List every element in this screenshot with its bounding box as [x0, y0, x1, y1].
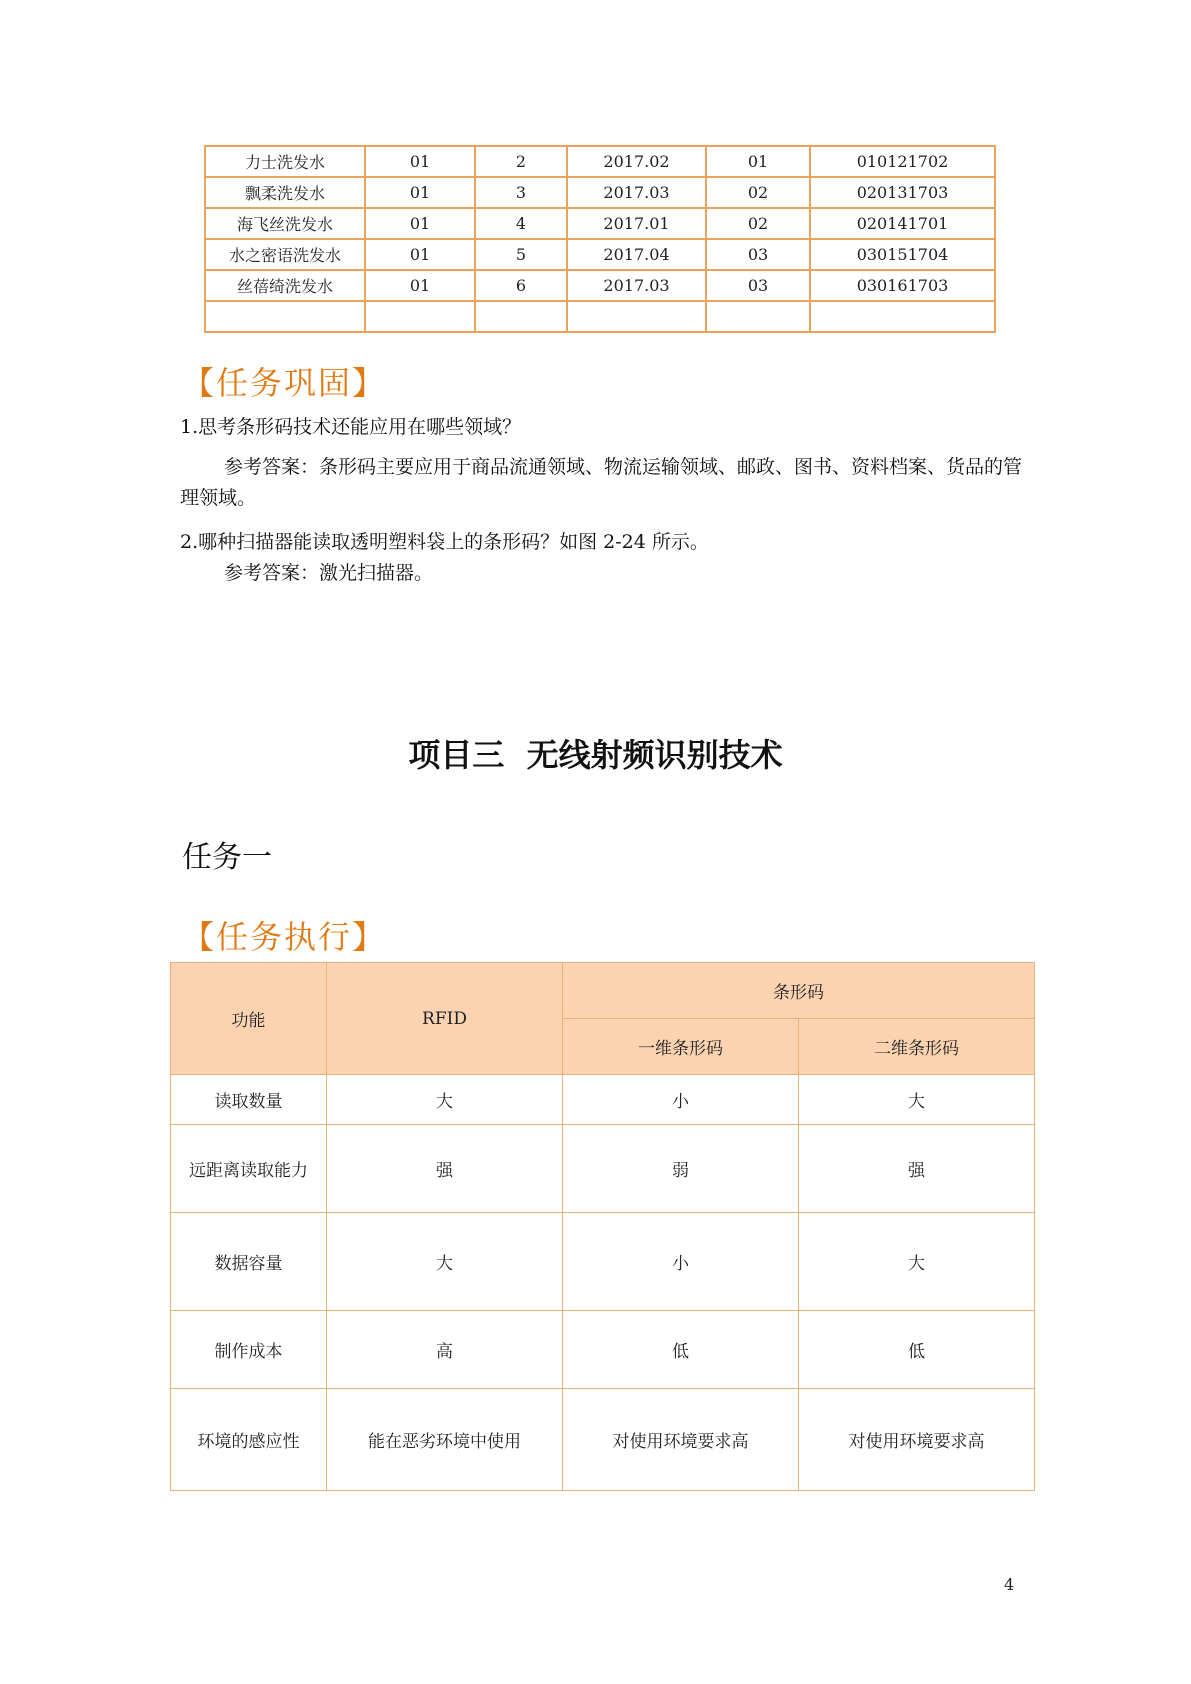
- table-cell: 2017.03: [567, 177, 706, 208]
- page-number: 4: [1004, 1575, 1015, 1594]
- table-cell: 对使用环境要求高: [563, 1389, 799, 1491]
- row-label: 远距离读取能力: [171, 1125, 327, 1213]
- table-cell: 强: [327, 1125, 563, 1213]
- table-cell: 010121702: [810, 146, 995, 177]
- answer-2: 参考答案：激光扫描器。: [224, 562, 434, 584]
- table-cell: 大: [327, 1075, 563, 1125]
- table-cell: 2: [475, 146, 567, 177]
- table-cell: 01: [365, 270, 475, 301]
- table-cell: [810, 301, 995, 332]
- table-cell: 01: [365, 177, 475, 208]
- table-cell: 3: [475, 177, 567, 208]
- table-cell: 6: [475, 270, 567, 301]
- table-row: [171, 1075, 1035, 1125]
- header-barcode-2d: 二维条形码: [799, 1019, 1035, 1075]
- table-cell: [706, 301, 810, 332]
- table-cell: 力士洗发水: [205, 146, 365, 177]
- table-cell: 海飞丝洗发水: [205, 208, 365, 239]
- table-cell: 小: [563, 1075, 799, 1125]
- table-cell: 丝蓓绮洗发水: [205, 270, 365, 301]
- row-label: 读取数量: [171, 1075, 327, 1125]
- table-cell: 低: [799, 1311, 1035, 1389]
- table-cell: 2017.02: [567, 146, 706, 177]
- row-label: 制作成本: [171, 1311, 327, 1389]
- header-rfid: RFID: [327, 963, 563, 1075]
- table-cell: [365, 301, 475, 332]
- table-cell: 小: [563, 1213, 799, 1311]
- table-cell: 5: [475, 239, 567, 270]
- table-cell: 01: [365, 146, 475, 177]
- table-cell: 低: [563, 1311, 799, 1389]
- table-cell: [205, 301, 365, 332]
- table-row: [205, 146, 995, 177]
- table-row: [171, 1389, 1035, 1491]
- table-cell: 大: [799, 1213, 1035, 1311]
- task-title: 任务一: [182, 840, 272, 875]
- table-cell: 01: [365, 208, 475, 239]
- table-cell: 大: [799, 1075, 1035, 1125]
- question-1: 1.思考条形码技术还能应用在哪些领域？: [180, 416, 522, 438]
- table-cell: 01: [365, 239, 475, 270]
- header-barcode-1d: 一维条形码: [563, 1019, 799, 1075]
- table-cell: 弱: [563, 1125, 799, 1213]
- table-cell: 02: [706, 208, 810, 239]
- table-cell: 大: [327, 1213, 563, 1311]
- table-cell: 高: [327, 1311, 563, 1389]
- table-row: [171, 1125, 1035, 1213]
- question-2: 2.哪种扫描器能读取透明塑料袋上的条形码？如图 2-24 所示。: [180, 531, 709, 553]
- row-label: 环境的感应性: [171, 1389, 327, 1491]
- header-function: 功能: [171, 963, 327, 1075]
- table-cell: 03: [706, 239, 810, 270]
- table-row: [205, 208, 995, 239]
- answer-1: 参考答案：条形码主要应用于商品流通领域、物流运输领域、邮政、图书、资料档案、货品的管理领域。: [180, 456, 1023, 509]
- table-row: [171, 1213, 1035, 1311]
- table-cell: 4: [475, 208, 567, 239]
- header-barcode: 条形码: [563, 963, 1035, 1019]
- table-cell: 020131703: [810, 177, 995, 208]
- table-cell: 2017.01: [567, 208, 706, 239]
- table-cell: 03: [706, 270, 810, 301]
- table-row: [205, 301, 995, 332]
- table-row: [171, 1311, 1035, 1389]
- comparison-table: [170, 962, 1035, 1491]
- table-cell: 能在恶劣环境中使用: [327, 1389, 563, 1491]
- consolidation-heading: 【任务巩固】: [182, 364, 387, 402]
- table-cell: [475, 301, 567, 332]
- chapter-title: 项目三 无线射频识别技术: [408, 736, 783, 774]
- table-row: [205, 177, 995, 208]
- row-label: 数据容量: [171, 1213, 327, 1311]
- table-cell: 2017.03: [567, 270, 706, 301]
- table-row: [205, 239, 995, 270]
- execution-heading: 【任务执行】: [182, 918, 387, 956]
- table-cell: [567, 301, 706, 332]
- table-cell: 对使用环境要求高: [799, 1389, 1035, 1491]
- table-cell: 030151704: [810, 239, 995, 270]
- table-cell: 水之密语洗发水: [205, 239, 365, 270]
- table-cell: 飘柔洗发水: [205, 177, 365, 208]
- product-code-table: [204, 145, 996, 333]
- table-cell: 030161703: [810, 270, 995, 301]
- table-cell: 强: [799, 1125, 1035, 1213]
- table-cell: 02: [706, 177, 810, 208]
- table-row: [205, 270, 995, 301]
- table-cell: 01: [706, 146, 810, 177]
- table-cell: 2017.04: [567, 239, 706, 270]
- table-cell: 020141701: [810, 208, 995, 239]
